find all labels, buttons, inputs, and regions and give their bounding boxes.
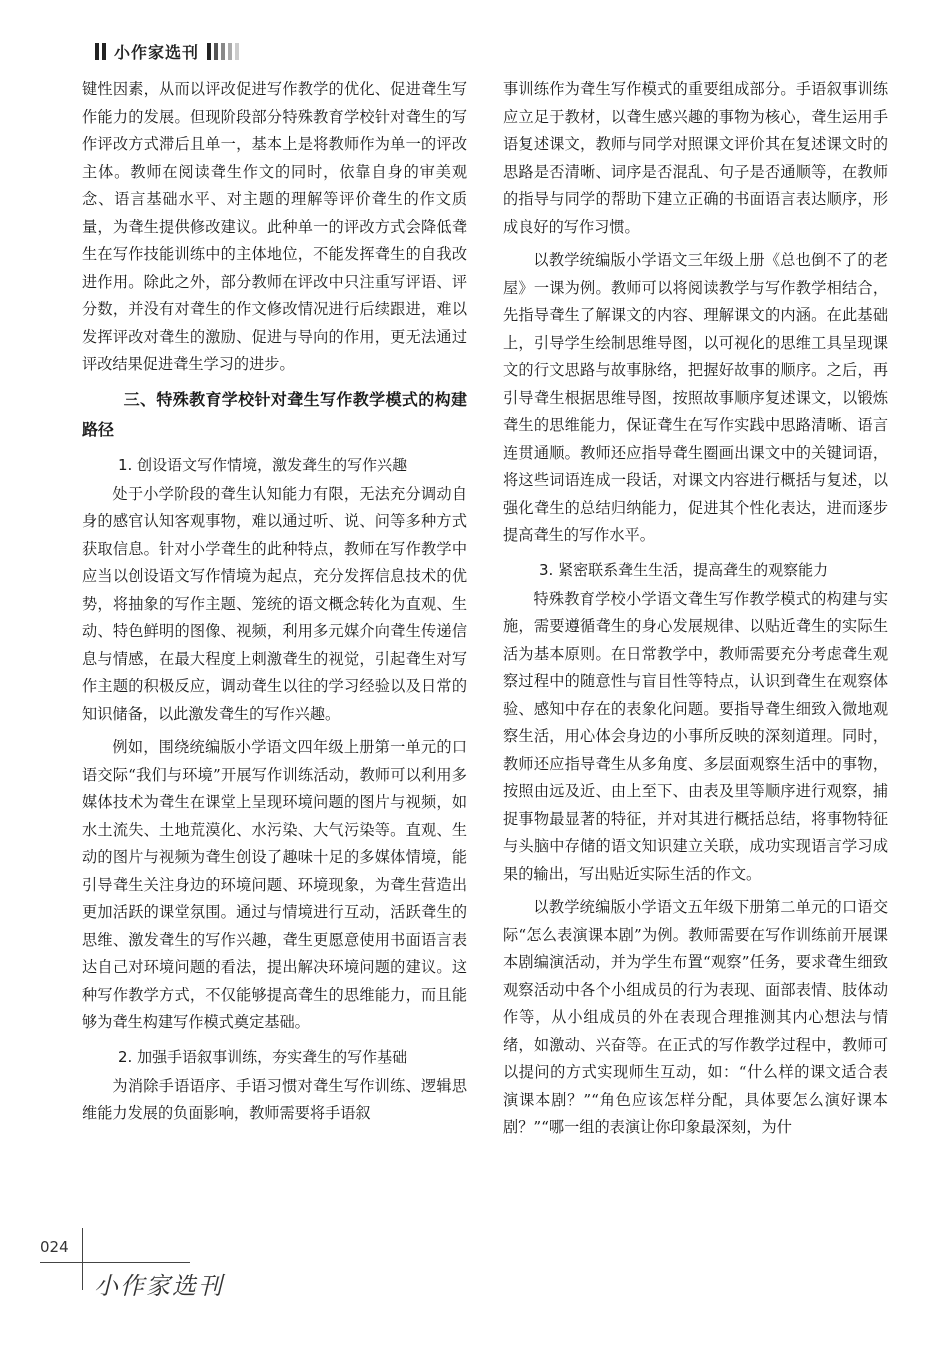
header-bars-right xyxy=(207,43,239,60)
journal-title: 小作家选刊 xyxy=(114,42,200,62)
running-header xyxy=(95,38,239,64)
right-column xyxy=(503,76,888,1148)
paragraph: 处于小学阶段的聋生认知能力有限，无法充分调动自身的感官认知客观事物，难以通过听、说、问等多种方式获取信息。针对小学聋生的此种特点，教师在写作教学中应当以创设语文写作情境为起点，充分发挥信息技术的优势，将抽象的写作主题、笼统的语文概念转化为直观、生动、特色鲜明的图像、视频，利用多元媒介向聋生传递信息与情感，在最大程度上刺激聋生的视觉，引起聋生对写作主题的积极反应，调动聋生以往的学习经验以及日常的知识储备，以此激发聋生的写作兴趣。 xyxy=(82,484,467,723)
paragraph: 特殊教育学校小学语文聋生写作教学模式的构建与实施，需要遵循聋生的身心发展规律、以贴近聋生的实际生活为基本原则。在日常教学中，教师需要充分考虑聋生观察过程中的随意性与盲目性等特点，认识到聋生在观察体验、感知中存在的表象化问题。要指导聋生细致入微地观察生活，用心体会身边的小事所反映的深刻道理。同时，教师还应指导聋生从多角度、多层面观察生活中的事物，按照由远及近、由上至下、由表及里等顺序进行观察，捕捉事物最显著的特征，并对其进行概括总结，将事物特征与头脑中存储的语文知识建立关联，成功实现语言学习成果的输出，写出贴近实际生活的作文。 xyxy=(503,589,888,883)
paragraph: 例如，围绕统编版小学语文四年级上册第一单元的口语交际“我们与环境”开展写作训练活动，教师可以利用多媒体技术为聋生在课堂上呈现环境问题的图片与视频，如水土流失、土地荒漠化、水污染、大气污染等。直观、生动的图片与视频为聋生创设了趣味十足的多媒体情境，能引导聋生关注身边的环境问题、环境现象，为聋生营造出更加活跃的课堂氛围。通过与情境进行互动，活跃聋生的思维、激发聋生的写作兴趣，聋生更愿意使用书面语言表达自己对环境问题的看法，提出解决环境问题的建议。这种写作教学方式，不仅能够提高聋生的思维能力，而且能够为聋生构建写作模式奠定基础。 xyxy=(82,738,467,1031)
page-number: 024 xyxy=(40,1238,69,1256)
paragraph: 键性因素，从而以评改促进写作教学的优化、促进聋生写作能力的发展。但现阶段部分特殊教育学校针对聋生的写作评改方式滞后且单一，基本上是将教师作为单一的评改主体。教师在阅读聋生作文的同时，依靠自身的审美观念、语言基础水平、对主题的理解等评价聋生的作文质量，为聋生提供修改建议。此种单一的评改方式会降低聋生在写作技能训练中的主体地位，不能发挥聋生的自我改进作用。除此之外，部分教师在评改中只注重写评语、评分数，并没有对聋生的作文修改情况进行后续跟进，难以发挥评改对聋生的激励、促进与导向的作用，更无法通过评改结果促进聋生学习的进步。 xyxy=(82,80,467,373)
subsection-heading: 3. 紧密联系聋生生活，提高聋生的观察能力 xyxy=(539,560,829,579)
paragraph: 事训练作为聋生写作模式的重要组成部分。手语叙事训练应立足于教材，以聋生感兴趣的事物为核心，聋生运用手语复述课文，教师与同学对照课文评价其在复述课文时的思路是否清晰、词序是否混乱、句子是否通顺等，在教师的指导与同学的帮助下建立正确的书面语言表达顺序，形成良好的写作习惯。 xyxy=(503,80,888,236)
paragraph: 以教学统编版小学语文五年级下册第二单元的口语交际“怎么表演课本剧”为例。教师需要在写作训练前开展课本剧编演活动，并为学生布置“观察”任务，要求聋生细致观察活动中各个小组成员的行为表现、面部表情、肢体动作等，从小组成员的外在表现合理推测其内心想法与情绪，如激动、兴奋等。在正式的写作教学过程中，教师可以提问的方式实现师生互动，如：“什么样的课文适合表演课本剧？”“角色应该怎样分配，具体要怎么演好课本剧？”“哪一组的表演让你印象最深刻，为什 xyxy=(503,898,888,1136)
paragraph: 以教学统编版小学语文三年级上册《总也倒不了的老屋》一课为例。教师可以将阅读教学与写作教学相结合，先指导聋生了解课文的内容、理解课文的内涵。在此基础上，引导学生绘制思维导图，以可视化的思维工具呈现课文的行文思路与故事脉络，把握好故事的顺序。之后，再引导聋生根据思维导图，按照故事顺序复述课文，以锻炼聋生的思维能力，保证聋生在写作实践中思路清晰、语言连贯通顺。教师还应指导聋生圈画出课文中的关键词语，将这些词语连成一段话，对课文内容进行概括与复述，以强化聋生的总结归纳能力，促进其个性化表达，进而逐步提高聋生的写作水平。 xyxy=(503,251,888,544)
footer-divider-vertical xyxy=(82,1228,83,1290)
subsection-heading: 2. 加强手语叙事训练，夯实聋生的写作基础 xyxy=(118,1047,408,1066)
left-column xyxy=(82,76,467,1134)
section-heading: 三、特殊教育学校针对聋生写作教学模式的构建路径 xyxy=(82,389,467,439)
footer-divider-horizontal xyxy=(40,1262,190,1263)
subsection-heading: 1. 创设语文写作情境，激发聋生的写作兴趣 xyxy=(118,455,408,474)
journal-logo: 小作家选刊 xyxy=(94,1272,224,1300)
header-bars-left xyxy=(95,43,106,60)
paragraph: 为消除手语语序、手语习惯对聋生写作训练、逻辑思维能力发展的负面影响，教师需要将手语叙 xyxy=(82,1076,467,1122)
